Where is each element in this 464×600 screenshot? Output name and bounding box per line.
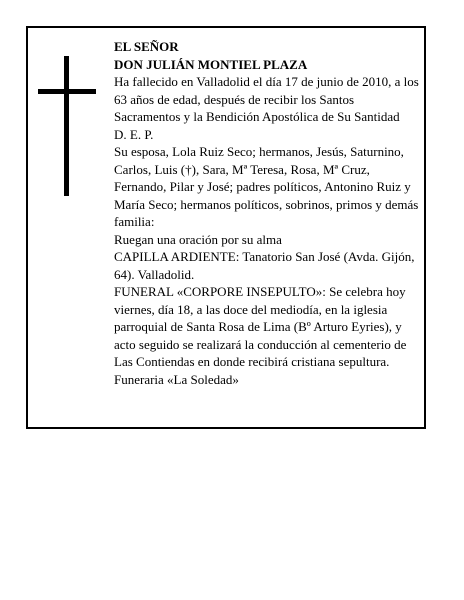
- deceased-title: EL SEÑOR: [114, 39, 179, 54]
- family-list: Su esposa, Lola Ruiz Seco; hermanos, Jesús, Saturnino, Carlos, Luis (†), Sara, Mª Teresa, Rosa, Mª Cruz, Fernando, Pilar y José; padres políticos, Antonino Ruiz y María Seco; hermanos políticos, sobrinos, primos y demás familia:: [114, 144, 419, 229]
- cross-icon: [38, 56, 96, 196]
- rip-abbreviation: D. E. P.: [114, 126, 154, 142]
- obituary-text: [114, 38, 420, 388]
- funeral-home: Funeraria «La Soledad»: [114, 371, 239, 387]
- chapel-details: CAPILLA ARDIENTE: Tanatorio San José (Avda. Gijón, 64). Valladolid.: [114, 249, 415, 282]
- cross-horizontal-bar: [38, 89, 96, 94]
- death-announcement: Ha fallecido en Valladolid el día 17 de junio de 2010, a los 63 años de edad, después de recibir los Santos Sacramentos y la Bendición Apostólica de Su Santidad: [114, 74, 419, 124]
- prayer-request: Ruegan una oración por su alma: [114, 231, 282, 247]
- cross-vertical-bar: [64, 56, 69, 196]
- deceased-name: DON JULIÁN MONTIEL PLAZA: [114, 56, 308, 72]
- funeral-details: FUNERAL «CORPORE INSEPULTO»: Se celebra hoy viernes, día 18, a las doce del mediodía, en la iglesia parroquial de Santa Rosa de Lima (Bº Arturo Eyries), y acto seguido se realizará la conducción al cementerio de Las Contiendas en donde recibirá cristiana sepultura.: [114, 284, 407, 369]
